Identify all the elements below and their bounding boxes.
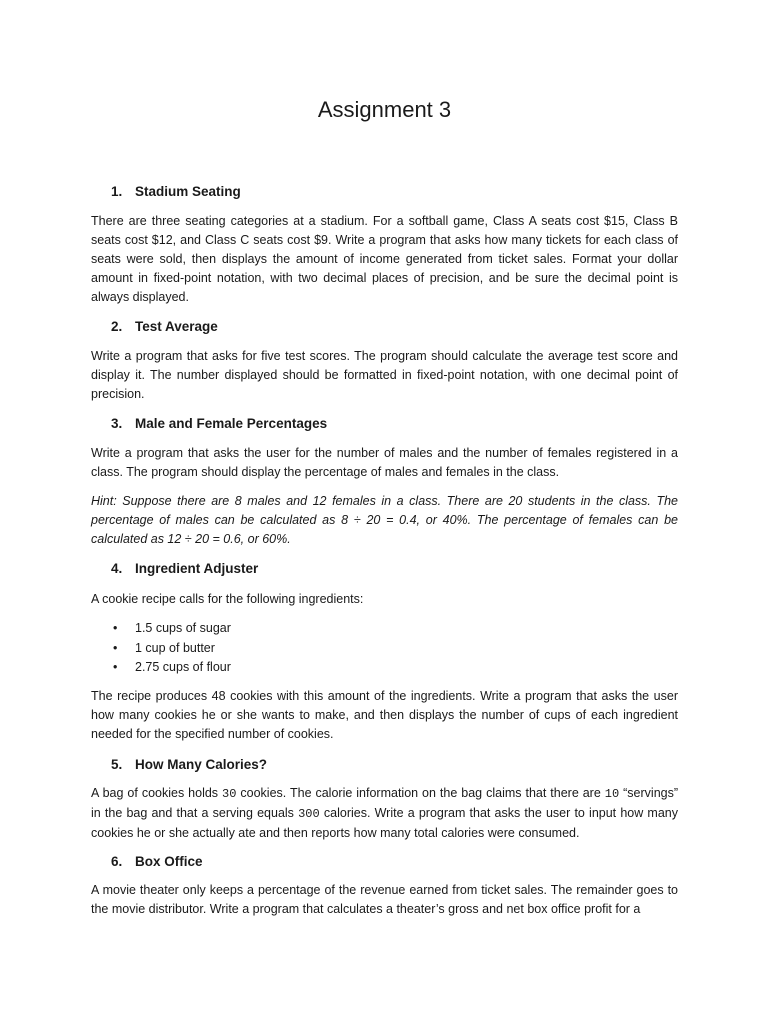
section-paragraph: Write a program that asks the user for the number of males and the number of females registered in a class. The program should display the percentage of males and females in the class. (91, 446, 678, 479)
list-item (113, 658, 231, 678)
section-number: 3. (111, 416, 123, 431)
section-title: Male and Female Percentages (135, 416, 328, 431)
section-paragraph (91, 784, 678, 843)
list-item-text: 1 cup of butter (135, 640, 215, 655)
section-title: Stadium Seating (135, 184, 241, 199)
section-paragraph: There are three seating categories at a stadium. For a softball game, Class A seats cost $15, Class B seats cost $12, and Class C seats cost $9. Write a program that asks how many tickets for each class of seats were sold, then displays the amount of income generated from ticket sales. Format your dollar amount in fixed-point notation, with two decimal places of precision, and be sure the decimal point is always displayed. (91, 214, 678, 304)
text-run: cookies. The calorie information on the bag claims that there are (236, 786, 605, 800)
list-item-text: 2.75 cups of flour (135, 660, 231, 674)
section-number: 1. (111, 184, 123, 199)
section-number: 2. (111, 319, 123, 334)
text-run: calories. Write a program that asks the user to input how many cookies he or she actually ate and then reports how many total calories were consumed. (91, 806, 678, 840)
text-run: A bag of cookies holds (91, 786, 223, 800)
section-title: Box Office (135, 854, 203, 869)
code-number: 10 (604, 787, 620, 801)
section-heading-test-average (111, 318, 218, 336)
section-heading-ingredient-adjuster (111, 560, 258, 578)
document-title: Assignment 3 (317, 97, 452, 122)
list-item (113, 639, 231, 659)
section-heading-box-office (111, 853, 203, 871)
list-item-text: 1.5 cups of sugar (135, 621, 231, 635)
section-number: 5. (111, 757, 123, 772)
section-title: Ingredient Adjuster (135, 561, 259, 576)
text-run: “servings” in the bag and that a serving equals (91, 786, 679, 820)
bullet-icon: • (113, 640, 118, 655)
code-number: 30 (222, 787, 237, 801)
bullet-icon: • (113, 621, 118, 635)
section-number: 6. (111, 854, 123, 869)
section-title: How Many Calories? (135, 757, 268, 772)
section-paragraph: The recipe produces 48 cookies with this amount of the ingredients. Write a program that asks the user how many cookies he or she wants to make, and then displays the number of cups of each ingredient needed for the specified number of cookies. (91, 689, 678, 741)
section-paragraph: Write a program that asks for five test scores. The program should calculate the average test score and display it. The number displayed should be formatted in fixed-point notation, with one decimal point of precision. (91, 349, 678, 401)
ingredient-list (113, 619, 231, 678)
section-paragraph: A movie theater only keeps a percentage of the revenue earned from ticket sales. The remainder goes to the movie distributor. Write a program that calculates a theater’s gross and net box office profit for a (91, 883, 678, 916)
code-number: 300 (298, 807, 320, 821)
section-title: Test Average (135, 319, 218, 334)
section-heading-male-female-percentages (111, 415, 327, 433)
section-heading-how-many-calories (111, 756, 267, 774)
hint-paragraph: Hint: Suppose there are 8 males and 12 females in a class. There are 20 students in the class. The percentage of males can be calculated as 8 ÷ 20 = 0.4, or 40%. The percentage of females can be calculated as 12 ÷ 20 = 0.6, or 60%. (91, 494, 678, 546)
list-item (113, 619, 231, 639)
section-heading-stadium-seating (111, 183, 241, 201)
section-number: 4. (111, 561, 123, 576)
section-intro: A cookie recipe calls for the following ingredients: (91, 592, 364, 606)
bullet-icon: • (113, 660, 118, 674)
